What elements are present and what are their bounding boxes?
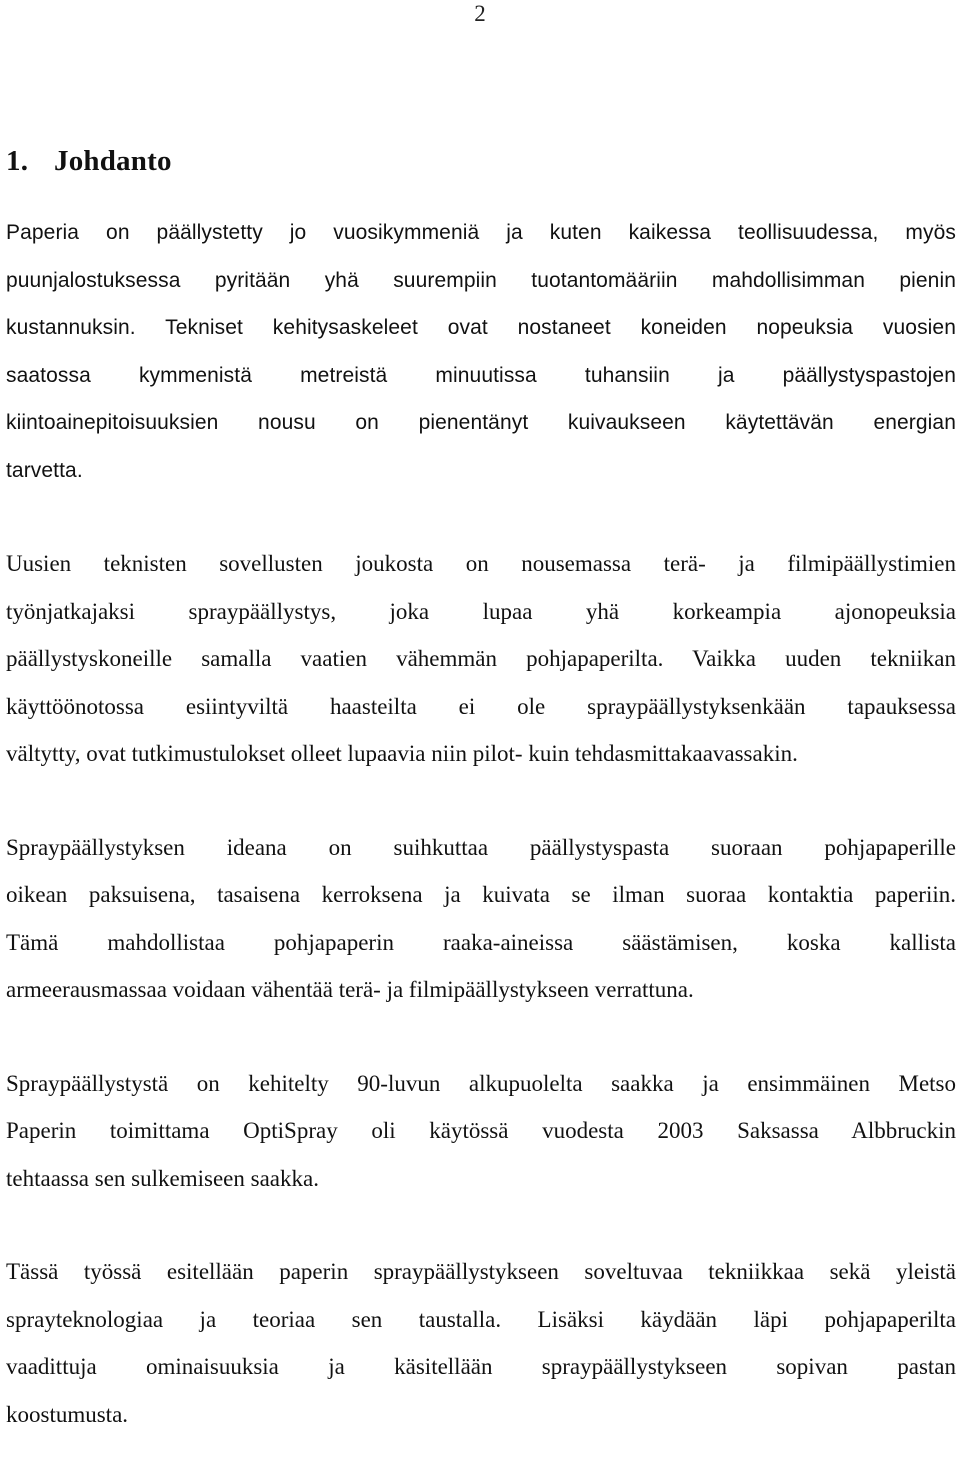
paragraph-1 — [6, 209, 956, 494]
paragraph-line: puunjalostuksessa pyritään yhä suurempiin tuotantomääriin mahdollisimman pienin — [6, 268, 956, 292]
paragraph-line: oikean paksuisena, tasaisena kerroksena ja kuivata se ilman suoraa kontaktia paperiin. — [6, 882, 956, 907]
paragraph-line: Spraypäällystyksen ideana on suihkuttaa päällystyspasta suoraan pohjapaperille — [6, 834, 956, 860]
document-body — [6, 209, 956, 1484]
paragraph-line: Uusien teknisten sovellusten joukosta on nousemassa terä- ja filmipäällystimien — [6, 551, 956, 576]
paragraph-line: koostumusta. — [6, 1401, 129, 1427]
page-number: 2 — [474, 1, 486, 26]
paragraph-line: kiintoainepitoisuuksien nousu on pienentänyt kuivaukseen käytettävän energian — [6, 411, 956, 434]
paragraph-line: tehtaassa sen sulkemiseen saakka. — [6, 1165, 319, 1191]
paragraph-line: Paperin toimittama OptiSpray oli käytössä vuodesta 2003 Saksassa Albbruckin — [6, 1118, 956, 1143]
paragraph-3 — [6, 824, 956, 1014]
paragraph-line: Paperia on päällystetty jo vuosikymmeniä ja kuten kaikessa teollisuudessa, myös — [6, 221, 956, 244]
paragraph-line: saatossa kymmenistä metreistä minuutissa tuhansiin ja päällystyspastojen — [6, 363, 956, 387]
section-number: 1. — [6, 145, 29, 177]
section-title: Johdanto — [54, 145, 172, 177]
paragraph-line: työnjatkajaksi spraypäällystys, joka lupaa yhä korkeampia ajonopeuksia — [6, 598, 956, 624]
paragraph-line: vältytty, ovat tutkimustulokset olleet lupaavia niin pilot- kuin tehdasmittakaavassakin. — [6, 741, 798, 766]
section-heading — [6, 144, 172, 178]
paragraph-line: armeerausmassaa voidaan vähentää terä- ja filmipäällystykseen verrattuna. — [6, 977, 694, 1002]
paragraph-line: Spraypäällystystä on kehitelty 90-luvun alkupuolelta saakka ja ensimmäinen Metso — [6, 1070, 956, 1096]
paragraph-line: kustannuksin. Tekniset kehitysaskeleet ovat nostaneet koneiden nopeuksia vuosien — [6, 316, 956, 339]
paragraph-5 — [6, 1248, 956, 1438]
paragraph-line: tarvetta. — [6, 458, 83, 482]
paragraph-line: päällystyskoneille samalla vaatien vähemmän pohjapaperilta. Vaikka uuden tekniikan — [6, 646, 956, 671]
paragraph-line: Tämä mahdollistaa pohjapaperin raaka-aineissa säästämisen, koska kallista — [6, 929, 956, 955]
paragraph-4 — [6, 1060, 956, 1203]
paragraph-line: Tässä työssä esitellään paperin spraypäällystykseen soveltuvaa tekniikkaa sekä yleistä — [6, 1259, 956, 1284]
paragraph-line: käyttöönotossa esiintyviltä haasteilta ei ole spraypäällystyksenkään tapauksessa — [6, 693, 956, 719]
paragraph-line: vaadittuja ominaisuuksia ja käsitellään spraypäällystykseen sopivan pastan — [6, 1354, 956, 1379]
paragraph-2 — [6, 540, 956, 778]
paragraph-line: sprayteknologiaa ja teoriaa sen taustalla. Lisäksi käydään läpi pohjapaperilta — [6, 1306, 956, 1332]
